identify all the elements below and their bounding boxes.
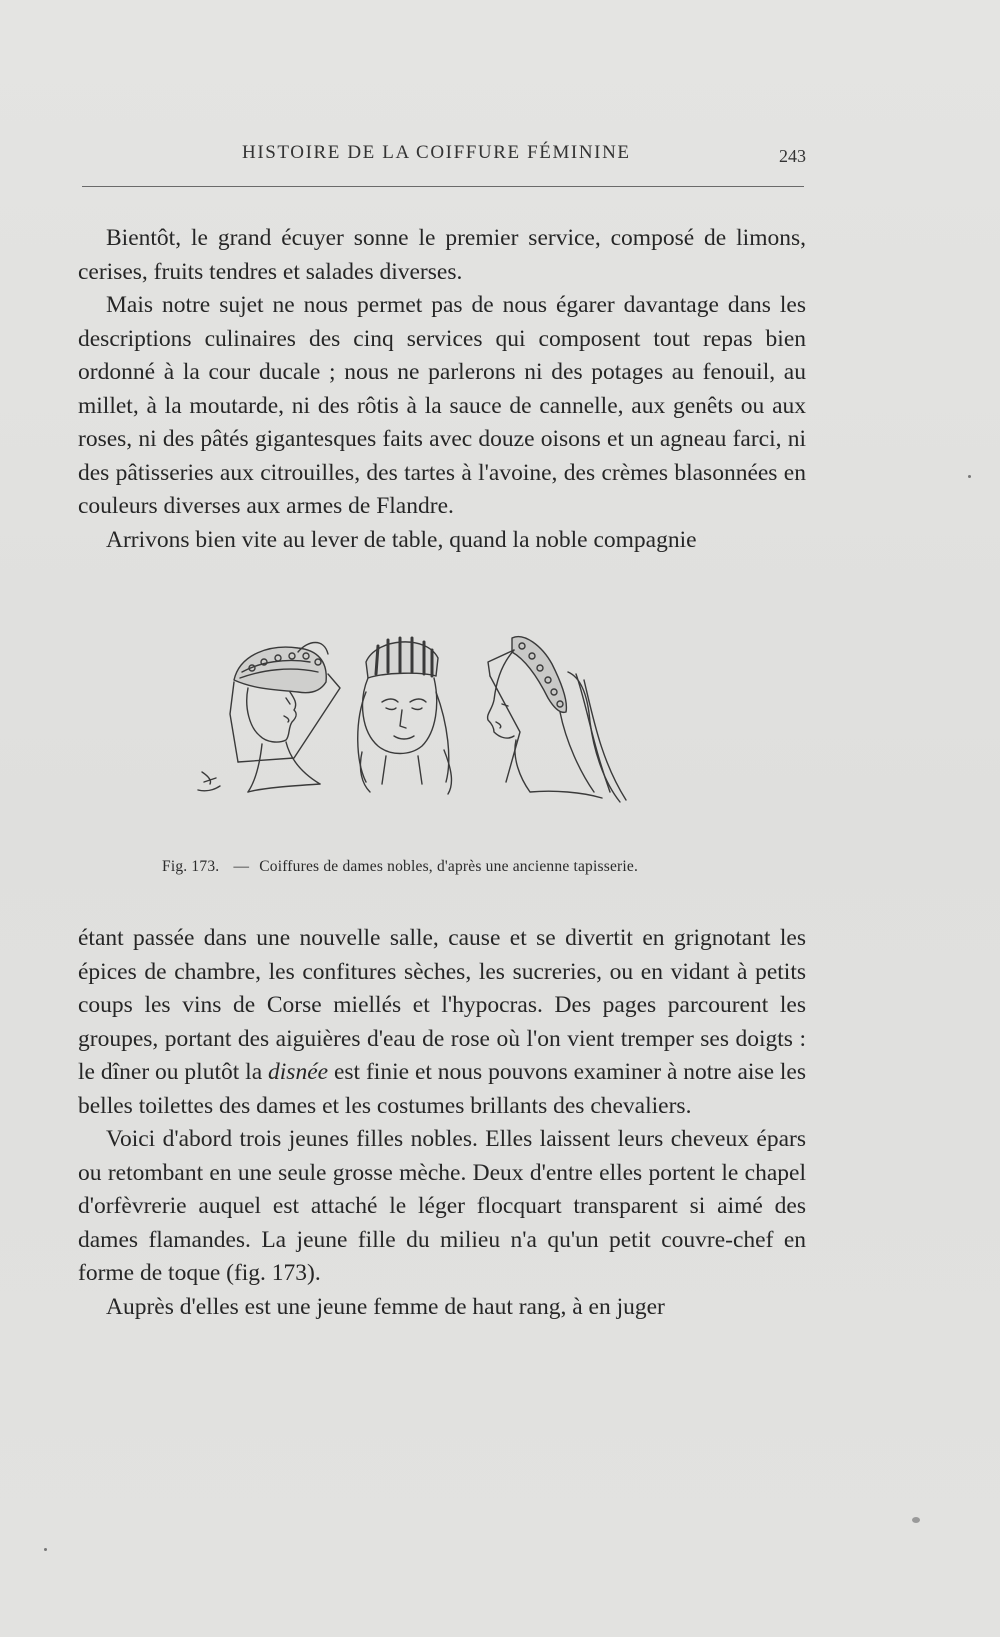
figure-illustration [190, 632, 690, 837]
paper-speck [912, 1517, 920, 1523]
left-lady-drawing [198, 643, 340, 793]
running-head [82, 140, 812, 170]
caption-text: Coiffures de dames nobles, d'après une ancienne tapisserie. [259, 858, 639, 875]
headdress-drawing [190, 632, 690, 837]
paragraph: Auprès d'elles est une jeune femme de haut rang, à en juger [106, 1293, 665, 1320]
continuation-text-end: est finie et nous pouvons examiner à notre aise les belles toilettes des dames et les costumes brillants des chevaliers. [78, 1059, 806, 1119]
paragraph: Bientôt, le grand écuyer sonne le premier service, composé de limons, cerises, fruits tendres et salades diverses. [78, 225, 806, 285]
body-text-top [78, 222, 806, 557]
paper-speck [968, 475, 971, 478]
right-lady-drawing [488, 637, 626, 802]
italic-term: disnée [268, 1059, 329, 1085]
paragraph: Voici d'abord trois jeunes filles nobles. Elles laissent leurs cheveux épars ou retombant en une seule grosse mèche. Deux d'entre elles portent le chapel d'orfèvrerie auquel est attaché le léger flocquart transparent si aimé des dames flamandes. La jeune fille du milieu n'a qu'un petit couvre-chef en forme de toque (fig. 173). [78, 1126, 806, 1286]
paragraph: Mais notre sujet ne nous permet pas de nous égarer davantage dans les descriptions culinaires des cinq services qui composent tout repas bien ordonné à la cour ducale ; nous ne parlerons ni des potages au fenouil, au millet, à la moutarde, ni des rôtis à la sauce de cannelle, aux genêts ou aux roses, ni des pâtés gigantesques faits avec douze oisons et un agneau farci, ni des pâtisseries aux citrouilles, des tartes à l'avoine, des crèmes blasonnées en couleurs diverses aux armes de Flandre. [78, 292, 806, 519]
continuation-text: étant passée dans une nouvelle salle, cause et se divertit en grignotant les épices de chambre, les confitures sèches, les sucreries, ou en vidant à petits coups les vins de Corse miellés et l'hypocras. Des pages parcourent les groupes, portant des aiguières d'eau de rose où l'on vient tremper ses doigts : le dîner ou plutôt la [78, 925, 806, 1085]
paragraph-continuation [78, 922, 806, 1123]
body-text-bottom [78, 922, 806, 1324]
figure-caption [162, 858, 722, 876]
page-number: 243 [779, 146, 806, 166]
paper-speck [44, 1548, 47, 1551]
caption-dash: — [233, 858, 250, 875]
paragraph: Arrivons bien vite au lever de table, quand la noble compagnie [106, 526, 697, 553]
middle-lady-drawing [358, 638, 452, 794]
running-title: HISTOIRE DE LA COIFFURE FÉMININE [242, 142, 631, 163]
header-rule [82, 186, 804, 187]
figure-label: Fig. 173. [162, 858, 220, 875]
